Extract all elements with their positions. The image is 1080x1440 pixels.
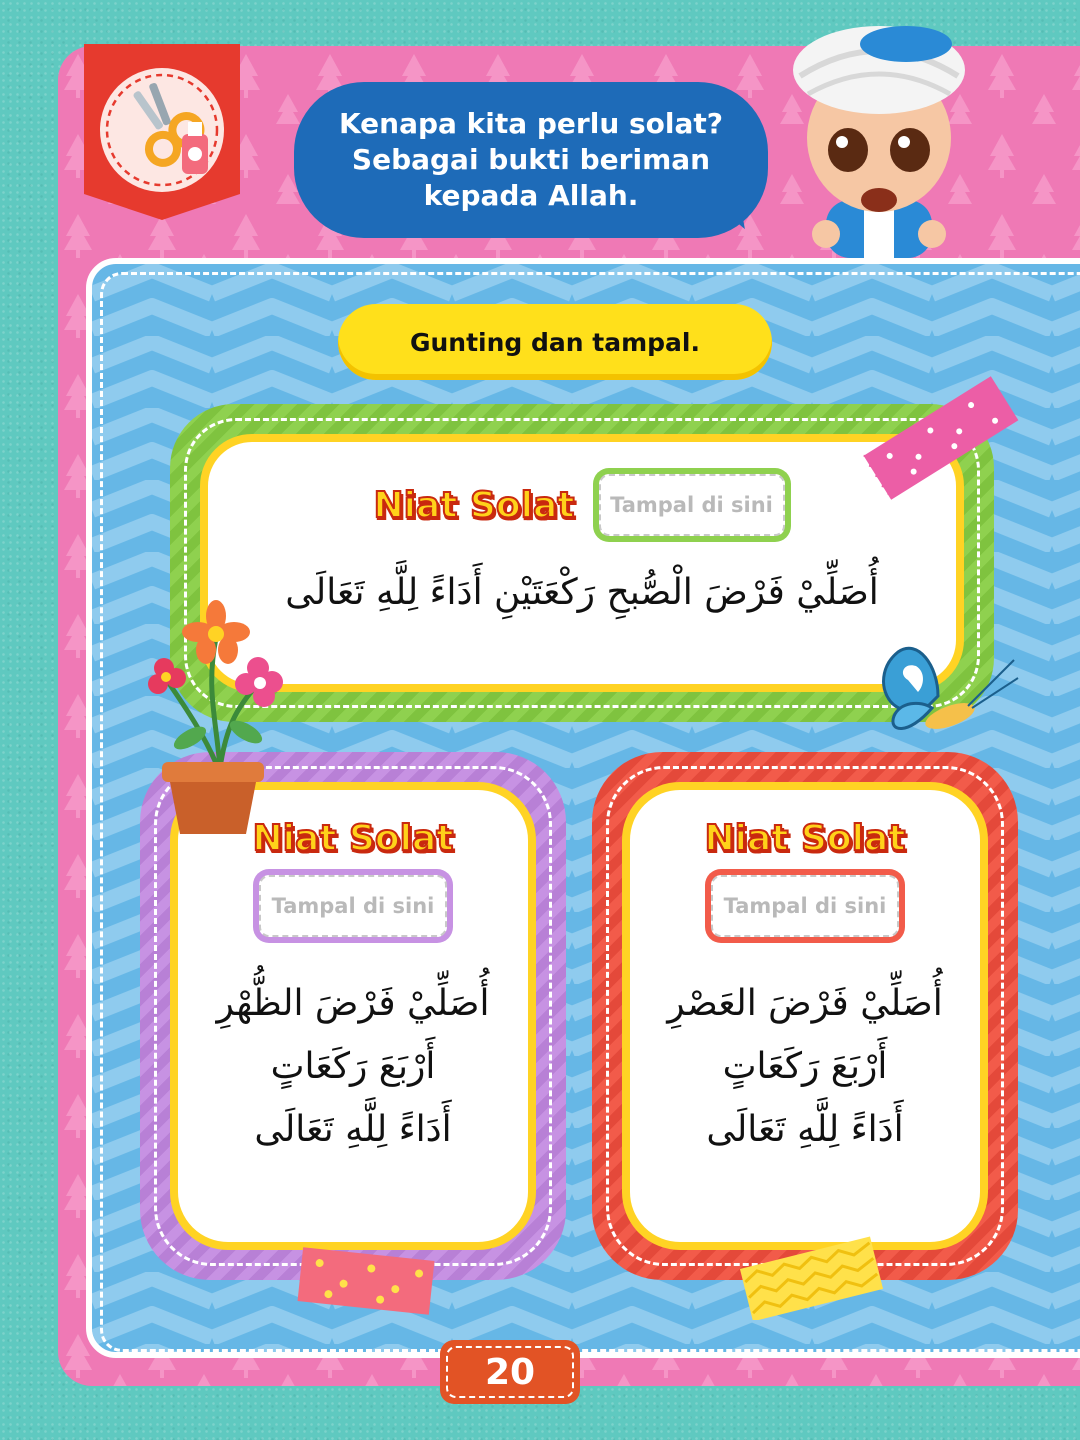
instruction-label: Gunting dan tampal. bbox=[338, 304, 772, 380]
speech-line-2: Sebagai bukti beriman bbox=[351, 143, 711, 176]
speech-line-1: Kenapa kita perlu solat? bbox=[338, 107, 724, 140]
scissors-glue-icon bbox=[84, 44, 240, 220]
speech-line-3: kepada Allah. bbox=[423, 179, 639, 212]
card-asar-paste-area[interactable] bbox=[705, 869, 905, 943]
card-subuh-arabic-1: أُصَلِّيْ فَرْضَ الْصُّبحِ رَكْعَتَيْنِ أَدَاءً لِلَّهِ تَعَالَى bbox=[285, 572, 879, 613]
page-number-text: 20 bbox=[484, 1351, 536, 1393]
card-zuhur-paste-area[interactable] bbox=[253, 869, 453, 943]
card-subuh-title: Niat Solat bbox=[373, 484, 575, 526]
butterfly bbox=[868, 636, 1020, 744]
card-asar-arabic-3: أَدَاءً لِلَّهِ تَعَالَى bbox=[706, 1109, 904, 1150]
flower-pot bbox=[146, 598, 296, 834]
card-zuhur-placeholder: Tampal di sini bbox=[259, 875, 447, 937]
speech-bubble bbox=[294, 82, 768, 238]
card-zuhur-inner bbox=[170, 782, 536, 1250]
card-zuhur-arabic-1: أُصَلِّيْ فَرْضَ الظُّهْرِ bbox=[216, 983, 490, 1024]
card-asar-title: Niat Solat bbox=[704, 818, 906, 859]
card-asar-inner bbox=[622, 782, 988, 1250]
washi-tape-dots bbox=[294, 1244, 438, 1318]
card-zuhur-title: Niat Solat bbox=[252, 818, 454, 859]
card-zuhur-arabic-3: أَدَاءً لِلَّهِ تَعَالَى bbox=[254, 1109, 452, 1150]
card-zuhur-arabic-2: أَرْبَعَ رَكَعَاتٍ bbox=[270, 1046, 436, 1087]
card-asar bbox=[592, 752, 1018, 1280]
boy-character bbox=[786, 14, 972, 258]
page-number bbox=[440, 1340, 580, 1404]
card-asar-arabic-2: أَرْبَعَ رَكَعَاتٍ bbox=[722, 1046, 888, 1087]
card-subuh-placeholder: Tampal di sini bbox=[599, 474, 785, 536]
washi-tape-pink bbox=[858, 376, 1024, 500]
card-asar-placeholder: Tampal di sini bbox=[711, 875, 899, 937]
card-subuh-paste-area[interactable] bbox=[593, 468, 791, 542]
washi-tape-zigzag bbox=[736, 1234, 886, 1320]
card-asar-arabic-1: أُصَلِّيْ فَرْضَ العَصْرِ bbox=[667, 983, 943, 1024]
card-subuh-inner bbox=[200, 434, 964, 692]
